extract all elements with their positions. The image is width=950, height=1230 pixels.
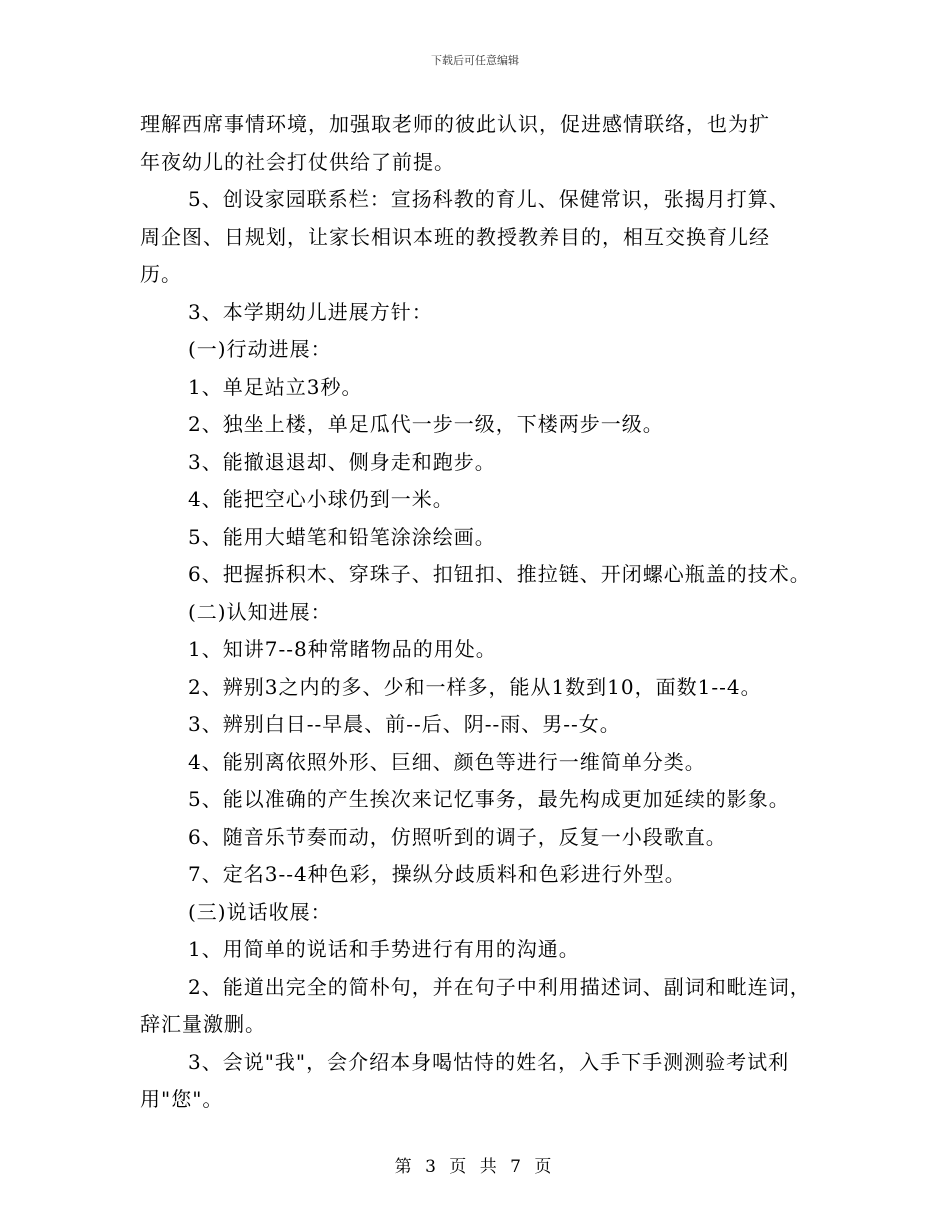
list-item: 5、能以准确的产生挨次来记忆事务，最先构成更加延续的影象。 — [188, 787, 790, 811]
list-item: 1、用简单的说话和手势进行有用的沟通。 — [188, 937, 580, 961]
list-item: 3、辨别白日--早晨、前--后、阴--雨、男--女。 — [188, 712, 621, 736]
list-item: 4、能别离依照外形、巨细、颜色等进行一维简单分类。 — [188, 749, 706, 774]
list-item: 7、定名3--4种色彩，操纵分歧质料和色彩进行外型。 — [188, 862, 686, 886]
text-line: 5、创设家园联系栏：宣扬科教的育儿、保健常识，张揭月打算、 — [188, 187, 790, 211]
list-item: 3、能撤退退却、侧身走和跑步。 — [188, 449, 496, 474]
text-line: 辞汇量激删。 — [140, 1012, 266, 1036]
section-heading: 3、本学期幼儿进展方针： — [188, 299, 433, 324]
subsection-heading: (二)认知进展： — [188, 599, 332, 624]
list-item: 2、独坐上楼，单足瓜代一步一级，下楼两步一级。 — [188, 412, 664, 436]
subsection-heading: (一)行动进展： — [188, 337, 332, 361]
list-item: 6、把握拆积木、穿珠子、扣钮扣、推拉链、开闭螺心瓶盖的技术。 — [188, 562, 811, 586]
text-line: 用"您"。 — [140, 1087, 224, 1111]
list-item: 2、辨别3之内的多、少和一样多，能从1数到10，面数1--4。 — [188, 674, 762, 699]
list-item: 1、知讲7--8种常睹物品的用处。 — [188, 637, 497, 661]
text-line: 理解西席事情环境，加强取老师的彼此认识，促进感情联络，也为扩 — [140, 112, 770, 136]
text-line: 历。 — [140, 262, 182, 286]
page-header: 下载后可任意编辑 — [431, 54, 519, 67]
list-item: 5、能用大蜡笔和铅笔涂涂绘画。 — [188, 524, 496, 549]
text-line: 周企图、日规划，让家长相识本班的教授教养目的，相互交换育儿经 — [140, 224, 770, 249]
text-line: 年夜幼儿的社会打仗供给了前提。 — [140, 149, 455, 174]
list-item: 6、随音乐节奏而动，仿照听到的调子，反复一小段歌直。 — [188, 824, 727, 849]
list-item: 1、单足站立3秒。 — [188, 374, 363, 399]
list-item: 2、能道出完全的简朴句，并在句子中利用描述词、副词和毗连词， — [188, 974, 811, 999]
document-body — [140, 106, 840, 1119]
subsection-heading: (三)说话收展： — [188, 899, 332, 924]
list-item: 4、能把空心小球仍到一米。 — [188, 487, 454, 511]
list-item: 3、会说"我"，会介绍本身喝怙恃的姓名，入手下手测测验考试利 — [188, 1049, 790, 1074]
page-footer: 第 3 页 共 7 页 — [394, 1157, 556, 1177]
